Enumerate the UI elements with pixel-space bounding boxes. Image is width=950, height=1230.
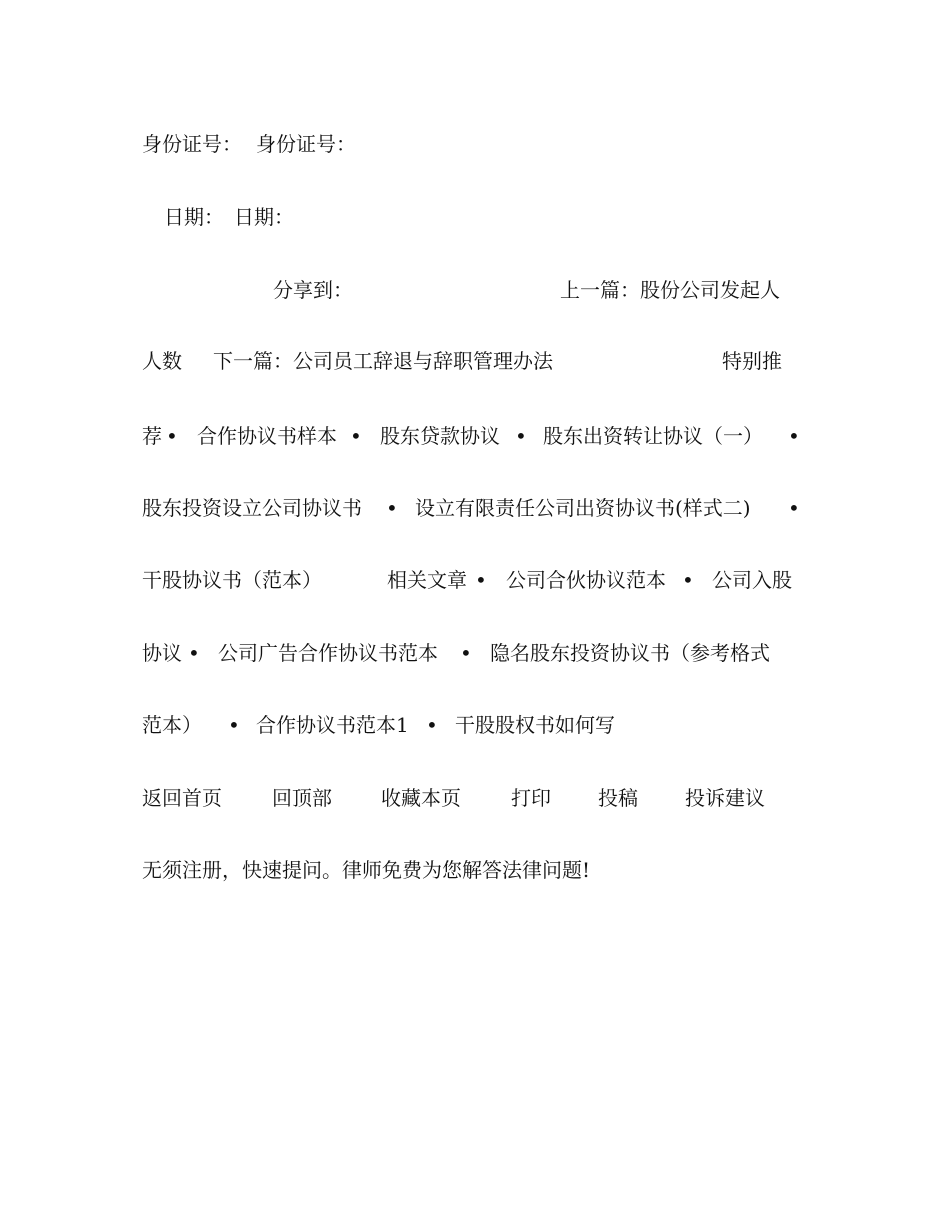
bullet: • [166,424,178,448]
bullet: • [350,424,362,448]
next-article-prefix: 下一篇： [213,349,293,373]
recommend-link[interactable]: 设立有限责任公司出资协议书(样式二) [415,496,751,520]
related-link[interactable]: 公司广告合作协议书范本 [218,641,438,665]
back-to-top-link[interactable]: 回顶部 [272,786,332,810]
related-link[interactable]: 合作协议书范本1 [256,713,409,737]
related-heading: 相关文章 [387,568,467,592]
bookmark-link[interactable]: 收藏本页 [381,786,461,810]
recommend-link[interactable]: 股东投资设立公司协议书 [142,496,362,520]
recommend-link[interactable]: 合作协议书样本 [197,424,337,448]
print-link[interactable]: 打印 [511,786,551,810]
recommend-link[interactable]: 干股协议书（范本） [142,568,322,592]
prev-article-title: 股份公司发起人 [640,278,780,302]
recommend-heading: 特别推 [722,349,782,373]
bullet: • [788,424,800,448]
id-number-label: 身份证号： [256,132,356,156]
bullet: • [682,568,694,592]
recommend-heading-continued: 荐 [142,424,162,448]
bullet: • [515,424,527,448]
next-article-link[interactable] [213,349,553,373]
recommend-link[interactable]: 股东贷款协议 [380,424,500,448]
related-link[interactable]: 公司合伙协议范本 [506,568,666,592]
prev-article-title-continued[interactable]: 人数 [142,349,182,373]
next-article-title: 公司员工辞退与辞职管理办法 [293,349,553,373]
bullet: • [386,496,398,520]
recommend-link[interactable]: 股东出资转让协议（一） [543,424,763,448]
prev-article-link[interactable] [560,278,780,302]
share-label: 分享到： [273,278,353,302]
date-label: 日期： [164,205,224,229]
related-link-continued[interactable]: 范本） [142,713,202,737]
bullet: • [188,641,200,665]
related-link-continued[interactable]: 协议 [142,641,182,665]
legal-help-notice: 无须注册，快速提问。律师免费为您解答法律问题! [142,858,591,882]
bullet: • [788,496,800,520]
complaint-link[interactable]: 投诉建议 [685,786,765,810]
id-number-label: 身份证号： [142,132,242,156]
related-link[interactable]: 隐名股东投资协议书（参考格式 [490,641,770,665]
related-link[interactable]: 干股股权书如何写 [455,713,615,737]
related-link[interactable]: 公司入股 [712,568,792,592]
bullet: • [460,641,472,665]
bullet: • [228,713,240,737]
home-link[interactable]: 返回首页 [142,786,222,810]
bullet: • [475,568,487,592]
date-label: 日期： [234,205,294,229]
bullet: • [426,713,438,737]
submit-article-link[interactable]: 投稿 [598,786,638,810]
prev-article-prefix: 上一篇： [560,278,640,302]
